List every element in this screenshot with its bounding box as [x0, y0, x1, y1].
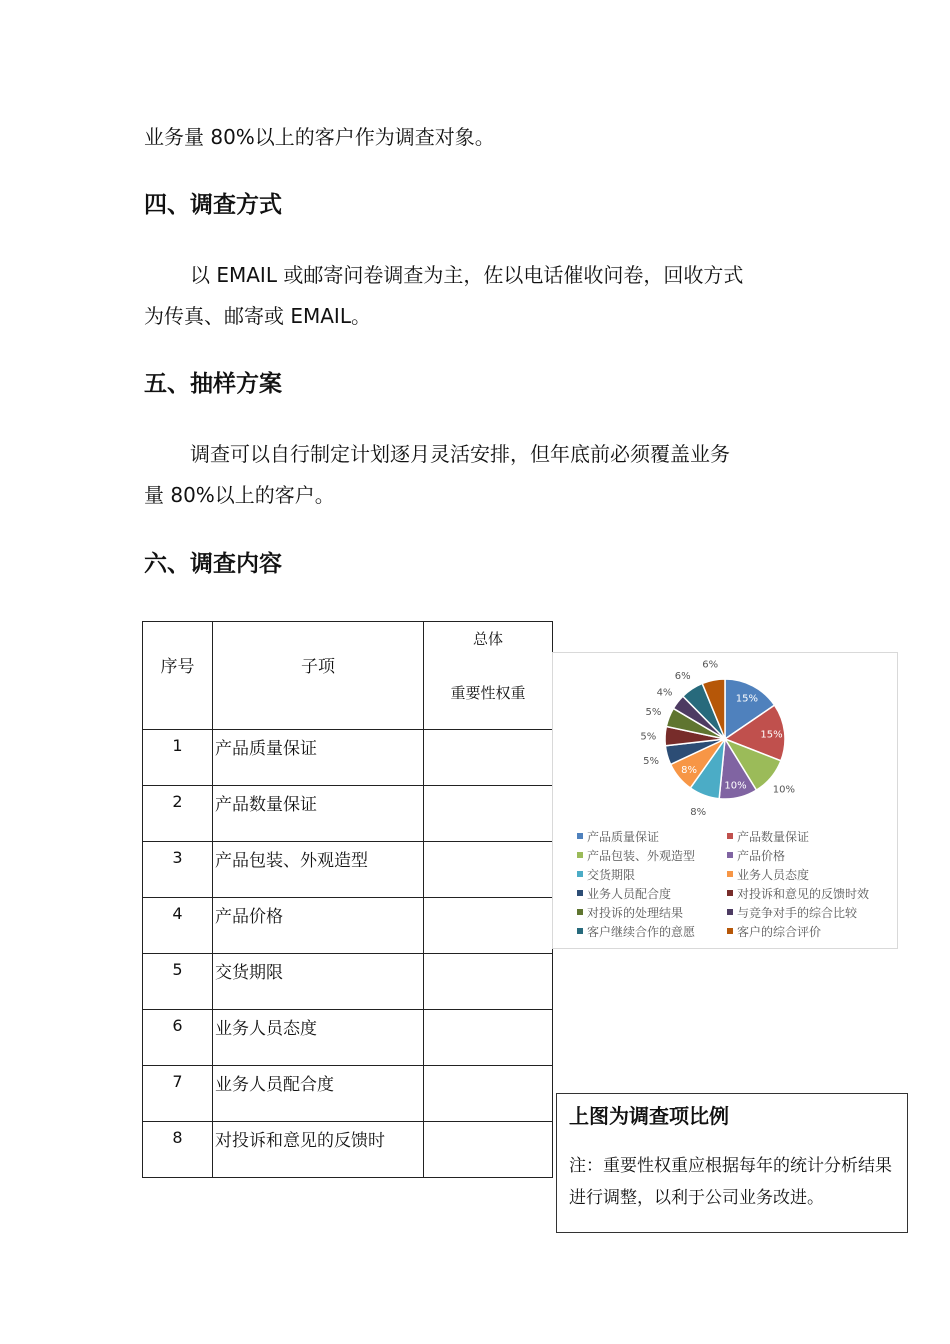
- legend-item: [727, 884, 877, 902]
- pie-data-label: 5%: [643, 755, 660, 767]
- row-item: 产品价格: [215, 907, 283, 927]
- legend-item: [727, 865, 877, 883]
- legend-swatch: [577, 928, 583, 934]
- legend-label: 产品价格: [737, 848, 786, 863]
- weight-cell[interactable]: [424, 954, 553, 1010]
- row-number: 8: [172, 1128, 183, 1147]
- legend-item: [577, 922, 727, 940]
- weight-cell[interactable]: [424, 1010, 553, 1066]
- pie-chart: [553, 653, 897, 823]
- pie-data-label: 5%: [645, 707, 662, 719]
- legend-label: 对投诉的处理结果: [587, 905, 684, 920]
- table-row: [143, 1122, 553, 1178]
- table-row: [143, 1066, 553, 1122]
- legend-swatch: [577, 909, 583, 915]
- row-item: 产品数量保证: [215, 795, 317, 815]
- legend-swatch: [727, 833, 733, 839]
- legend-item: [577, 884, 727, 902]
- pie-data-label: 15%: [735, 693, 758, 705]
- heading-sampling: 五、抽样方案: [144, 371, 282, 397]
- method-text-line1: 以 EMAIL 或邮寄问卷调查为主，佐以电话催收问卷，回收方式: [190, 263, 744, 287]
- legend-label: 产品包装、外观造型: [587, 848, 696, 863]
- table-row: [143, 1010, 553, 1066]
- pie-data-label: 10%: [772, 784, 796, 796]
- legend-item: [727, 903, 877, 921]
- legend-item: [727, 846, 877, 864]
- legend-item: [577, 827, 727, 845]
- legend-swatch: [727, 928, 733, 934]
- pie-data-label: 6%: [702, 659, 719, 671]
- weight-cell[interactable]: [424, 1122, 553, 1178]
- legend-swatch: [727, 909, 733, 915]
- legend-label: 交货期限: [587, 867, 636, 882]
- pie-data-label: 8%: [681, 765, 698, 777]
- method-text-line2: 为传真、邮寄或 EMAIL。: [144, 304, 371, 328]
- note-title: 上图为调查项比例: [569, 1104, 729, 1128]
- row-number: 4: [172, 904, 183, 923]
- pie-data-label: 15%: [760, 729, 783, 741]
- row-item: 对投诉和意见的反馈时: [215, 1131, 385, 1151]
- chart-legend: [577, 827, 877, 940]
- row-item: 交货期限: [215, 963, 283, 983]
- legend-label: 客户的综合评价: [737, 924, 822, 939]
- weight-cell[interactable]: [424, 898, 553, 954]
- row-number: 7: [172, 1072, 183, 1091]
- row-number: 6: [172, 1016, 183, 1035]
- legend-label: 业务人员配合度: [587, 886, 672, 901]
- legend-swatch: [577, 871, 583, 877]
- sampling-text-line1: 调查可以自行制定计划逐月灵活安排，但年底前必须覆盖业务: [190, 442, 730, 466]
- row-item: 业务人员配合度: [215, 1075, 334, 1095]
- table-row: [143, 730, 553, 786]
- table-header-weight: 总体 重要性权重: [424, 622, 553, 730]
- legend-label: 产品质量保证: [587, 829, 660, 844]
- pie-data-label: 10%: [724, 780, 747, 792]
- legend-item: [727, 827, 877, 845]
- table-row: [143, 954, 553, 1010]
- pie-data-label: 6%: [674, 670, 691, 682]
- pie-data-label: 5%: [640, 731, 657, 743]
- heading-content: 六、调查内容: [144, 551, 282, 577]
- weight-cell[interactable]: [424, 1066, 553, 1122]
- table-header-seq: 序号: [143, 622, 213, 730]
- legend-swatch: [577, 833, 583, 839]
- weight-cell[interactable]: [424, 842, 553, 898]
- legend-swatch: [577, 852, 583, 858]
- row-number: 1: [172, 736, 183, 755]
- legend-label: 与竞争对手的综合比较: [737, 905, 858, 920]
- legend-swatch: [727, 890, 733, 896]
- row-number: 5: [172, 960, 183, 979]
- legend-item: [577, 865, 727, 883]
- legend-item: [577, 903, 727, 921]
- row-number: 2: [172, 792, 183, 811]
- legend-swatch: [727, 852, 733, 858]
- legend-label: 客户继续合作的意愿: [587, 924, 696, 939]
- pie-data-label: 4%: [656, 687, 673, 699]
- note-box: [556, 1093, 908, 1233]
- heading-method: 四、调查方式: [144, 192, 282, 218]
- sampling-text-line2: 量 80%以上的客户。: [144, 483, 335, 507]
- table-header-subitem: 子项: [213, 622, 424, 730]
- weight-cell[interactable]: [424, 730, 553, 786]
- table-row: [143, 842, 553, 898]
- row-item: 产品包装、外观造型: [215, 851, 368, 871]
- table-row: [143, 898, 553, 954]
- legend-item: [727, 922, 877, 940]
- note-text: 注：重要性权重应根据每年的统计分析结果进行调整，以利于公司业务改进。: [569, 1156, 892, 1208]
- row-item: 产品质量保证: [215, 739, 317, 759]
- table-row: [143, 786, 553, 842]
- legend-label: 业务人员态度: [737, 867, 810, 882]
- legend-swatch: [577, 890, 583, 896]
- legend-label: 产品数量保证: [737, 829, 810, 844]
- weight-cell[interactable]: [424, 786, 553, 842]
- legend-label: 对投诉和意见的反馈时效: [737, 886, 870, 901]
- row-item: 业务人员态度: [215, 1019, 317, 1039]
- intro-tail-text: 业务量 80%以上的客户作为调查对象。: [144, 125, 495, 149]
- row-number: 3: [172, 848, 183, 867]
- pie-chart-panel: [552, 652, 898, 949]
- legend-item: [577, 846, 727, 864]
- legend-swatch: [727, 871, 733, 877]
- pie-data-label: 8%: [690, 806, 707, 818]
- survey-items-table: [142, 621, 553, 1178]
